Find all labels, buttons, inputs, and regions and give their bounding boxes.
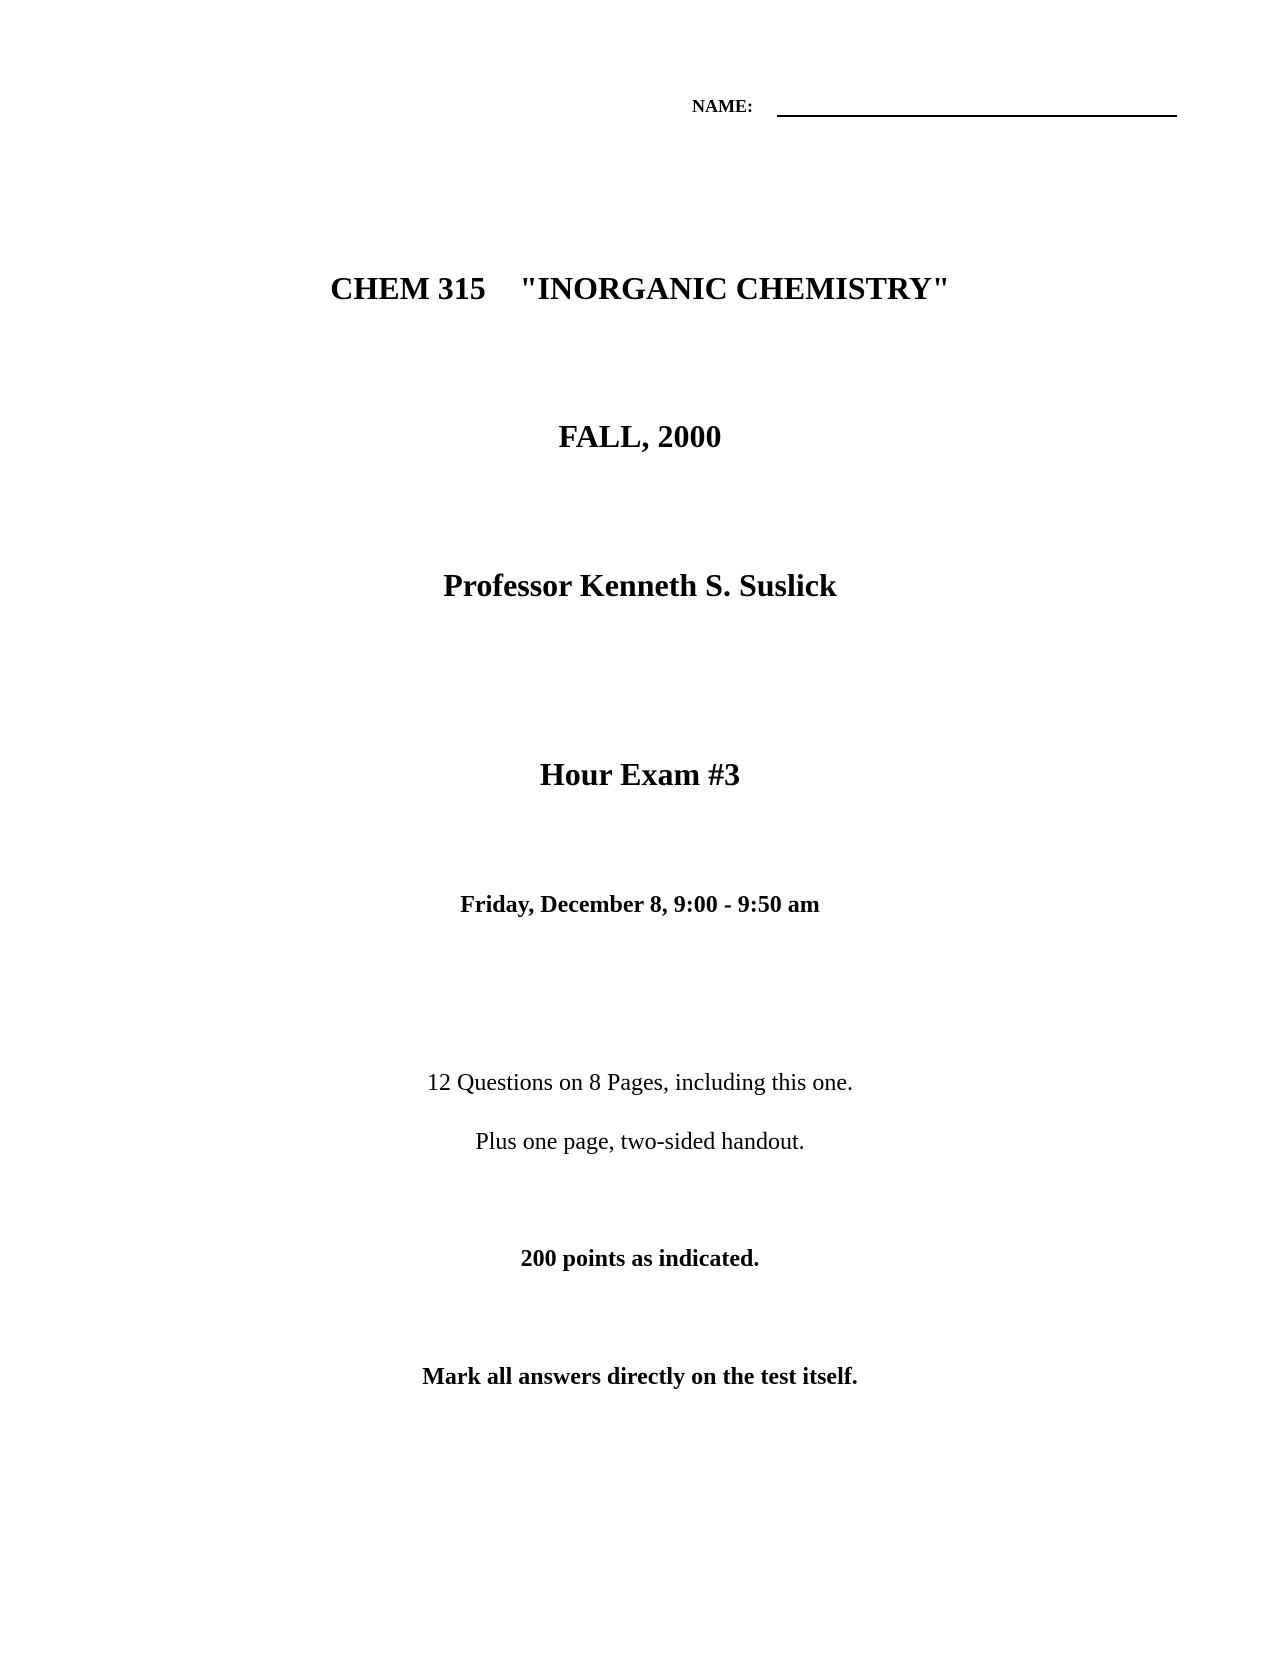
course-title bbox=[0, 270, 1280, 307]
points-total: 200 points as indicated. bbox=[520, 1246, 760, 1272]
professor-name: Professor Kenneth S. Suslick bbox=[443, 567, 837, 603]
exam-title: Hour Exam #3 bbox=[539, 756, 741, 792]
course-number: CHEM 315 bbox=[330, 270, 486, 306]
course-name: "INORGANIC CHEMISTRY" bbox=[519, 270, 950, 306]
name-blank-line bbox=[777, 95, 1177, 117]
exam-date: Friday, December 8, 9:00 - 9:50 am bbox=[460, 892, 820, 918]
handout-note: Plus one page, two-sided handout. bbox=[475, 1129, 805, 1155]
name-label: NAME: bbox=[692, 96, 753, 116]
term: FALL, 2000 bbox=[558, 418, 722, 454]
name-field bbox=[692, 95, 1177, 117]
instructions: Mark all answers directly on the test itself. bbox=[422, 1364, 858, 1390]
question-count: 12 Questions on 8 Pages, including this one. bbox=[427, 1070, 853, 1096]
